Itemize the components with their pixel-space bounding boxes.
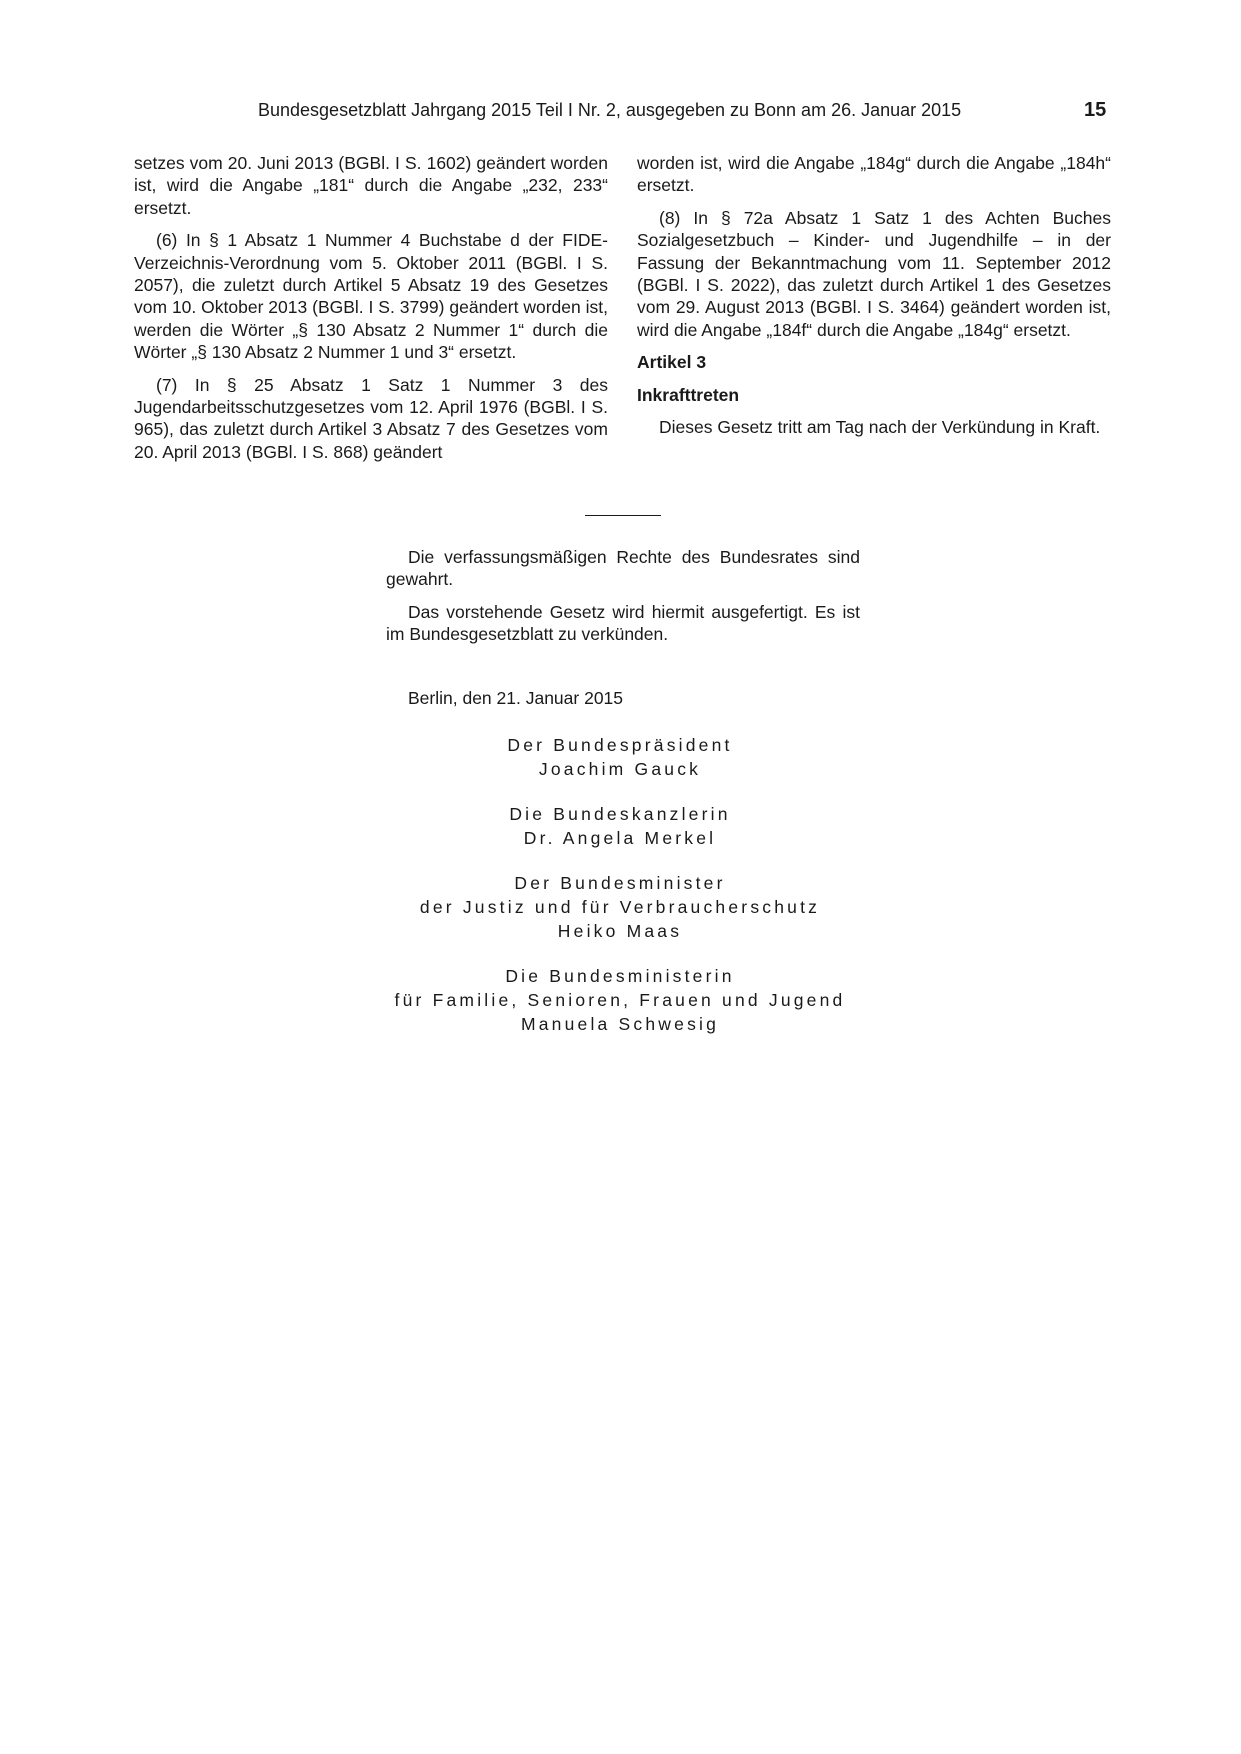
article-text: Dieses Gesetz tritt am Tag nach der Verkündung in Kraft. xyxy=(659,417,1101,438)
signatory-name: Manuela Schwesig xyxy=(520,1014,720,1034)
left-column xyxy=(134,152,608,473)
signatory-name: Dr. Angela Merkel xyxy=(523,828,717,848)
signatory-office: Die Bundeskanzlerin xyxy=(509,804,731,824)
signatory-office: Der Bundesminister xyxy=(514,873,726,893)
section-divider xyxy=(585,515,661,516)
paragraph-7-continued: worden ist, wird die Angabe „184g“ durch die Angabe „184h“ ersetzt. xyxy=(637,153,1111,196)
page-number: 15 xyxy=(1084,99,1107,121)
article-title: Inkrafttreten xyxy=(637,384,740,405)
paragraph-continued: setzes vom 20. Juni 2013 (BGBl. I S. 1602) geändert worden ist, wird die Angabe „181“ durch die Angabe „232, 233“ ersetzt. xyxy=(134,153,608,218)
signature-block xyxy=(360,802,880,850)
signatory-name: Heiko Maas xyxy=(557,921,683,941)
signatory-office-detail: für Familie, Senioren, Frauen und Jugend xyxy=(394,990,846,1010)
closing-paragraph-promulgation: Das vorstehende Gesetz wird hiermit ausgefertigt. Es ist im Bundesgesetzblatt zu verkünden. xyxy=(386,601,860,645)
closing-paragraph-rights: Die verfassungsmäßigen Rechte des Bundesrates sind gewahrt. xyxy=(386,547,860,590)
signatory-office: Der Bundespräsident xyxy=(507,735,733,755)
signature-block xyxy=(360,871,880,943)
closing-formula xyxy=(386,546,860,656)
right-column xyxy=(637,152,1111,448)
signature-block xyxy=(360,733,880,781)
signature-list xyxy=(360,733,880,1057)
signature-block xyxy=(360,964,880,1036)
place-date: Berlin, den 21. Januar 2015 xyxy=(408,688,624,708)
signatory-office: Die Bundesministerin xyxy=(505,966,735,986)
signatory-name: Joachim Gauck xyxy=(538,759,702,779)
gazette-title: Bundesgesetzblatt Jahrgang 2015 Teil I Nr. 2, ausgegeben zu Bonn am 26. Januar 2015 xyxy=(258,100,962,120)
paragraph-6: (6) In § 1 Absatz 1 Nummer 4 Buchstabe d der FIDE-Verzeichnis-Verordnung vom 5. Oktober 2011 (BGBl. I S. 2057), die zuletzt durch Artikel 5 Absatz 19 des Gesetzes vom 10. Oktober 2013 (BGBl. I S. 3799) geändert worden ist, werden die Wörter „§ 130 Absatz 2 Nummer 1“ durch die Wörter „§ 130 Absatz 2 Nummer 1 und 3“ ersetzt. xyxy=(134,230,608,363)
paragraph-7: (7) In § 25 Absatz 1 Satz 1 Nummer 3 des Jugendarbeitsschutzgesetzes vom 12. April 1976 (BGBl. I S. 965), das zuletzt durch Artikel 3 Absatz 7 des Gesetzes vom 20. April 2013 (BGBl. I S. 868) geändert xyxy=(134,374,608,462)
signatory-office-detail: der Justiz und für Verbraucherschutz xyxy=(419,897,821,917)
article-number: Artikel 3 xyxy=(637,352,707,373)
paragraph-8: (8) In § 72a Absatz 1 Satz 1 des Achten Buches Sozialgesetzbuch – Kinder- und Jugendhilfe – in der Fassung der Bekanntmachung vom 11. September 2012 (BGBl. I S. 2022), das zuletzt durch Artikel 1 des Gesetzes vom 29. August 2013 (BGBl. I S. 3464) geändert worden ist, wird die Angabe „184f“ durch die Angabe „184g“ ersetzt. xyxy=(637,207,1111,340)
